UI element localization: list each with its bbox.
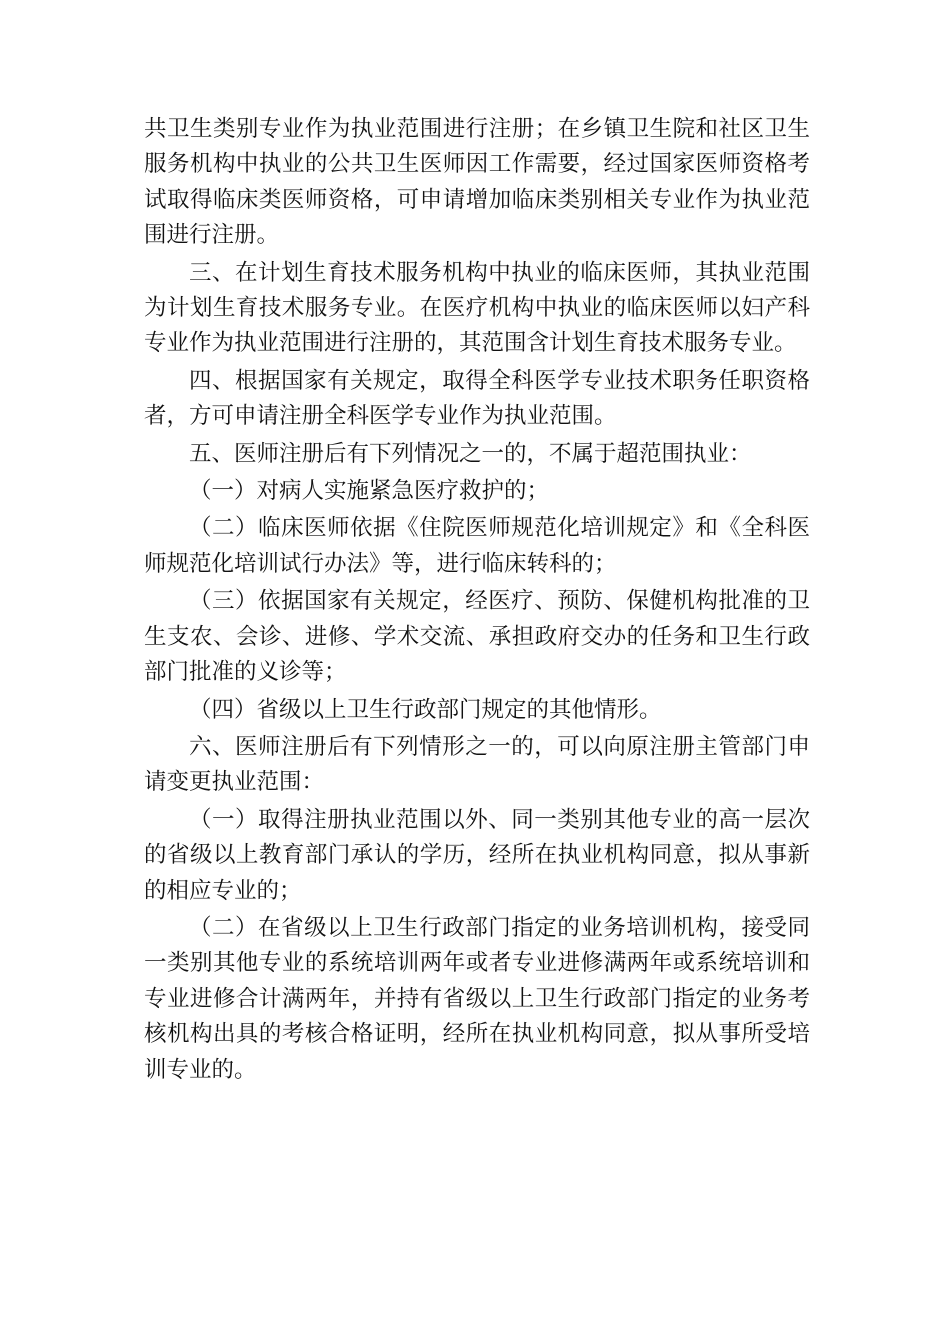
- paragraph-item-5-1: （一）对病人实施紧急医疗救护的；: [189, 478, 550, 505]
- paragraph-item-6-2: （二）在省级以上卫生行政部门指定的业务培训机构，接受同一类别其他专业的系统培训两年或者专业进修满两年或系统培训和专业进修合计满两年，并持有省级以上卫生行政部门指定的业务考核机构出具的考核合格证明，经所在执业机构同意，拟从事所受培训专业的。: [144, 914, 810, 1083]
- paragraph-item-5-3: （三）依据国家有关规定，经医疗、预防、保健机构批准的卫生支农、会诊、进修、学术交流、承担政府交办的任务和卫生行政部门批准的义诊等；: [144, 588, 810, 686]
- document-body: [144, 112, 810, 1090]
- paragraph-item-5: 五、医师注册后有下列情况之一的，不属于超范围执业：: [189, 440, 752, 467]
- paragraph-item-6: 六、医师注册后有下列情形之一的，可以向原注册主管部门申请变更执业范围：: [144, 733, 810, 796]
- paragraph-item-3: 三、在计划生育技术服务机构中执业的临床医师，其执业范围为计划生育技术服务专业。在医疗机构中执业的临床医师以妇产科专业作为执业范围进行注册的，其范围含计划生育技术服务专业。: [144, 259, 810, 357]
- paragraph-item-5-2: （二）临床医师依据《住院医师规范化培训规定》和《全科医师规范化培训试行办法》等，进行临床转科的；: [144, 515, 810, 577]
- paragraph-continuation: 共卫生类别专业作为执业范围进行注册；在乡镇卫生院和社区卫生服务机构中执业的公共卫生医师因工作需要，经过国家医师资格考试取得临床类医师资格，可申请增加临床类别相关专业作为执业范围进行注册。: [144, 116, 810, 249]
- paragraph-item-5-4: （四）省级以上卫生行政部门规定的其他情形。: [189, 696, 662, 723]
- paragraph-item-6-1: （一）取得注册执业范围以外、同一类别其他专业的高一层次的省级以上教育部门承认的学历，经所在执业机构同意，拟从事新的相应专业的；: [144, 806, 810, 904]
- paragraph-item-4: 四、根据国家有关规定，取得全科医学专业技术职务任职资格者，方可申请注册全科医学专业作为执业范围。: [144, 367, 810, 430]
